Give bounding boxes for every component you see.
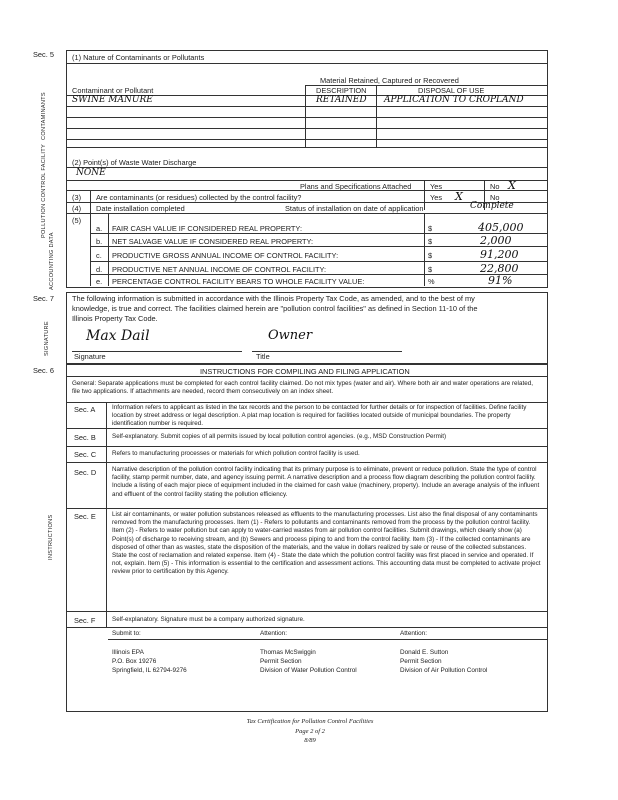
item-f-sec: Sec. F [74,616,96,625]
footer-line1: Tax Certification for Pollution Control Facilities [246,718,374,725]
sec5-label: Sec. 5 [33,50,54,59]
row-d-unit: $ [428,265,433,274]
rule [66,147,547,148]
rule [66,128,547,129]
q3-yes: Yes [430,193,443,202]
rule [108,213,109,286]
attention1-label: Attention: [260,630,288,637]
title-value: Owner [268,328,313,343]
sec6-general: General: Separate applications must be completed for each control facility claimed. Do not mix types (water and air). Where both air and water operations are related, file two applications. If attachments are needed, record them consecutively on an index sheet. [72,380,533,396]
row-c-unit: $ [428,251,433,260]
rule [66,180,547,181]
row1-disposal: APPLICATION TO CROPLAND [384,95,524,105]
col-disposal: DISPOSAL OF USE [418,86,485,95]
row-c-letter: c. [96,251,102,260]
item-c-sec: Sec. C [74,450,97,459]
rule [66,508,547,509]
item-d-text: Narrative description of the pollution control facility indicating that its primary purpose is to eliminate, prevent or reduce pollution. State the type of control facility, stamp permit number, date, and agency issuing permit. A narrative description and a process flow diagram describing the pollution control facility. Include a listing of each major piece of equipment included in the claimed for cash value (machinery, property). Include an average analysis of the influent and effluent of the control facility stating the pollution efficiency. [112,466,540,498]
signature-value: Max Dail [86,328,150,344]
footer-line2: Page 2 of 2 [295,728,325,735]
plans-no-mark: X [508,179,516,192]
row-a-value: 405,000 [478,221,524,234]
addr3-line1: Donald E. Sutton [400,649,449,656]
row-b-value: 2,000 [480,234,512,247]
q3-num: (3) [72,193,82,202]
plans-yes: Yes [430,182,443,191]
item-a-text: Information refers to applicant as listed in the tax records and the person to be contacted for further details or for inspection of facilities. Define facility location by street address or legal description. A plat map location is required for facilities located outside of municipal boundaries. The property identification number is required. [112,404,527,428]
rule [90,261,547,262]
sec7-text-3: Illinois Property Tax Code. [72,314,158,323]
item-e-sec: Sec. E [74,512,96,521]
rule [252,351,402,352]
addr1-line2: P.O. Box 19276 [112,658,157,665]
sec6-label: Sec. 6 [33,366,54,375]
row-c-value: 91,200 [480,248,519,261]
sec7-label: Sec. 7 [33,294,54,303]
rule [66,402,547,403]
row-c-text: PRODUCTIVE GROSS ANNUAL INCOME OF CONTROL FACILITY: [112,251,339,260]
side-label-instructions: INSTRUCTIONS [48,514,54,560]
rule [66,611,547,612]
rule [424,213,425,286]
material-header: Material Retained, Captured or Recovered [320,76,459,85]
row-d-value: 22,800 [480,262,519,275]
addr1-line3: Springfield, IL 62794-9276 [112,667,187,674]
rule [106,402,107,627]
rule [66,213,547,214]
row-b-text: NET SALVAGE VALUE IF CONSIDERED REAL PROPERTY: [112,237,314,246]
sec6-title: INSTRUCTIONS FOR COMPILING AND FILING APPLICATION [200,367,410,376]
rule [66,117,547,118]
row-e-text: PERCENTAGE CONTROL FACILITY BEARS TO WHOLE FACILITY VALUE: [112,277,365,286]
rule [90,246,547,247]
rule [376,85,377,147]
addr3-line2: Permit Section [400,658,442,665]
row-b-letter: b. [96,237,103,246]
row-b-unit: $ [428,237,433,246]
point-title: (2) Point(s) of Waste Water Discharge [72,158,197,167]
sec7-text-2: knowledge, is true and correct. The facilities claimed herein are "pollution control facilities" as defined in Section 11-10 of the [72,304,478,313]
rule [66,106,547,107]
q3-text: Are contaminants (or residues) collected by the control facility? [96,193,302,202]
col-contaminant: Contaminant or Pollutant [72,86,154,95]
q5-num: (5) [72,216,82,225]
submit-to-label: Submit to: [112,630,141,637]
attention2-label: Attention: [400,630,428,637]
side-label-contaminants: CONTAMINANTS [41,92,47,140]
rule [90,233,547,234]
q4-status: Status of installation on date of application [285,204,424,213]
item-d-sec: Sec. D [74,468,97,477]
row-e-value: 91% [488,274,513,287]
footer-line3: 8/89 [304,737,316,744]
q3-no: No [490,193,500,202]
addr2-line1: Thomas McSwiggin [260,649,316,656]
row1-contaminant: SWINE MANURE [72,95,153,105]
item-b-text: Self-explanatory. Submit copies of all permits issued by local pollution control agencies. (e.g., MSD Construction Permit) [112,433,447,440]
rule [90,274,547,275]
row-a-letter: a. [96,224,103,233]
rule [66,446,547,447]
title-label: Title [256,352,270,361]
point-value: NONE [76,168,106,178]
rule [66,627,547,628]
addr3-line3: Division of Air Pollution Control [400,667,488,674]
q4-num: (4) [72,204,82,213]
rule [90,190,91,286]
rule [66,428,547,429]
rule [108,639,547,640]
item-e-text: List air contaminants, or water pollution substances released as effluents to the manufacturing processes. List also the final disposal of any contaminants removed from the manufacturing processes. Item (1) - Refers to pollutants and contaminants removed from the process by the pollution control facility. Item (2) - Refers to water pollution but can apply to water-carried wastes from air pollution control facilities. Submit drawings, which clearly show (a) Point(s) of discharge to receiving stream, and (b) Sewers and process piping to and from the control facility. Item (3) - If the collected contaminants are disposed of other than as wastes, state the disposition of the materials, and the value in dollars realized by sale or reuse of the collected substances. State the cost of reclamation and related expense. Item (4) - State the date which the pollution control facility was first placed in service and operated. If not, explain. Item (5) - This information is essential to the certification and assessment actions. This accounting data must be completed to activate project review prior to certification by this Agency. [112,511,541,576]
rule [424,180,425,210]
item-b-sec: Sec. B [74,433,96,442]
col-description: DESCRIPTION [316,86,367,95]
q3-mark: X [455,190,463,203]
addr2-line3: Division of Water Pollution Control [260,667,357,674]
rule [66,376,547,377]
row1-description: RETAINED [316,95,367,105]
row-e-unit: % [428,277,435,286]
q4-text: Date installation completed [96,204,185,213]
signature-label: Signature [74,352,106,361]
side-label-accounting: ACCOUNTING DATA [49,232,55,290]
rule [305,85,306,147]
rule [66,63,547,64]
row-d-letter: d. [96,265,103,274]
plans-label: Plans and Specifications Attached [300,182,412,191]
rule [66,139,547,140]
addr2-line2: Permit Section [260,658,302,665]
row-d-text: PRODUCTIVE NET ANNUAL INCOME OF CONTROL FACILITY: [112,265,327,274]
addr1-line1: Illinois EPA [112,649,144,656]
rule [66,167,547,168]
sec7-text-1: The following information is submitted in accordance with the Illinois Property Tax Code, as amended, and to the best of my [72,294,475,303]
sec5-title: (1) Nature of Contaminants or Pollutants [72,53,205,62]
row-a-unit: $ [428,224,433,233]
side-label-facility: POLLUTION CONTROL FACILITY [41,144,47,238]
plans-no: No [490,182,500,191]
q4-value: Complete [470,201,514,211]
rule [66,190,547,191]
side-label-signature: SIGNATURE [44,321,50,356]
row-e-letter: e. [96,277,103,286]
row-a-text: FAIR CASH VALUE IF CONSIDERED REAL PROPERTY: [112,224,303,233]
item-a-sec: Sec. A [74,405,96,414]
item-f-text: Self-explanatory. Signature must be a company authorized signature. [112,616,305,623]
item-c-text: Refers to manufacturing processes or materials for which pollution control facility is used. [112,450,360,457]
rule [66,462,547,463]
